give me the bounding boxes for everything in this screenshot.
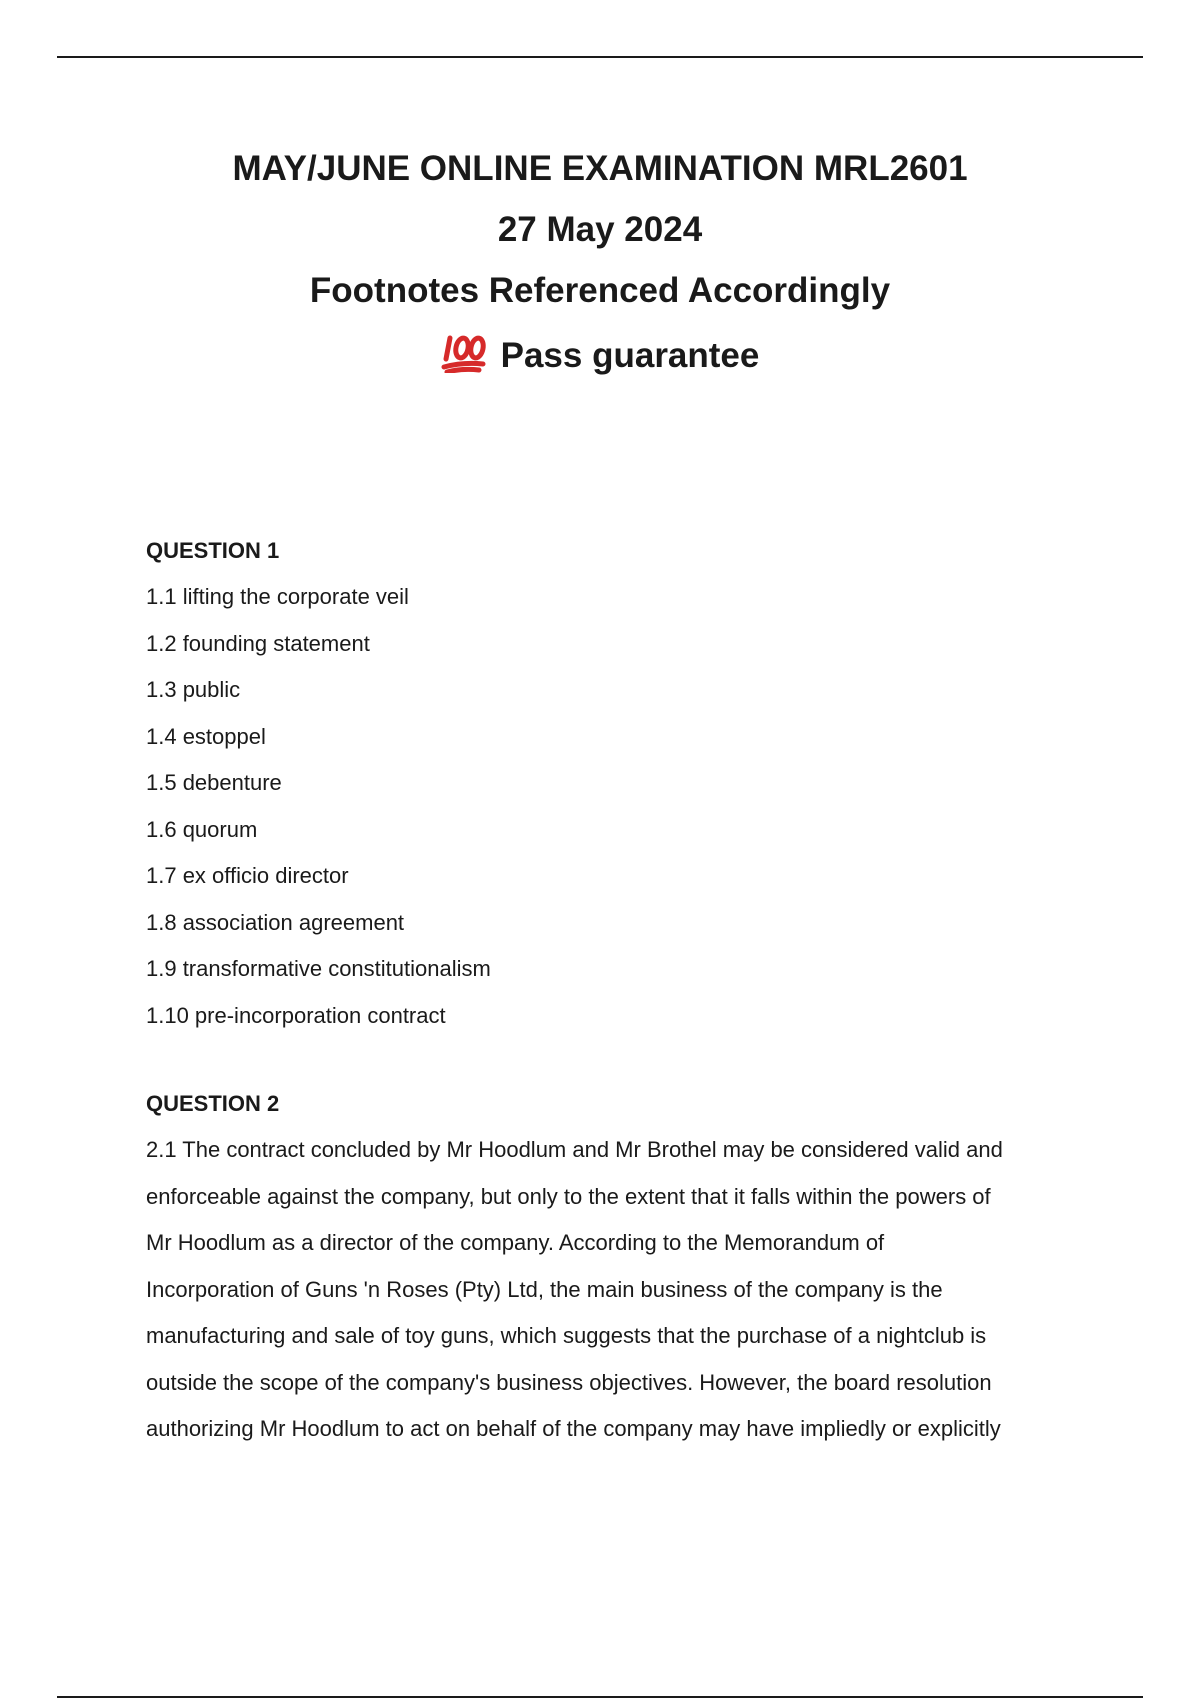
footnotes-note: Footnotes Referenced Accordingly xyxy=(309,271,891,310)
hundred-points-icon xyxy=(441,333,487,373)
answer-item: 1.3 public xyxy=(146,677,241,702)
answer-item: 1.8 association agreement xyxy=(146,909,405,935)
question-1-heading: QUESTION 1 xyxy=(146,538,280,563)
question-2-heading: QUESTION 2 xyxy=(146,1091,280,1116)
answer-item: 1.1 lifting the corporate veil xyxy=(146,584,409,609)
paragraph-line: outside the scope of the company's business objectives. However, the board resolution xyxy=(146,1369,992,1395)
answer-item: 1.4 estoppel xyxy=(146,723,266,749)
answer-item: 1.6 quorum xyxy=(146,816,258,842)
paragraph-line: authorizing Mr Hoodlum to act on behalf of the company may have impliedly or explicitly xyxy=(146,1416,1001,1441)
exam-date: 27 May 2024 xyxy=(497,210,703,249)
question-2-section xyxy=(146,1081,1106,1453)
paragraph-line: Mr Hoodlum as a director of the company. According to the Memorandum of xyxy=(146,1230,885,1255)
answer-item: 1.5 debenture xyxy=(146,770,282,795)
exam-title: MAY/JUNE ONLINE EXAMINATION MRL2601 xyxy=(232,149,968,188)
pass-guarantee-text: Pass guarantee xyxy=(500,336,760,375)
paragraph-line: Incorporation of Guns 'n Roses (Pty) Ltd, the main business of the company is the xyxy=(146,1276,943,1302)
answer-item: 1.9 transformative constitutionalism xyxy=(146,956,491,981)
paragraph-line: 2.1 The contract concluded by Mr Hoodlum and Mr Brothel may be considered valid and xyxy=(146,1137,1003,1162)
paragraph-line: manufacturing and sale of toy guns, which suggests that the purchase of a nightclub is xyxy=(146,1323,987,1348)
question-1-section xyxy=(146,528,1106,1039)
answer-item: 1.7 ex officio director xyxy=(146,863,349,888)
top-rule xyxy=(57,56,1143,58)
bottom-rule xyxy=(57,1696,1143,1698)
answer-item: 1.2 founding statement xyxy=(146,630,370,656)
pass-guarantee xyxy=(0,325,1200,386)
paragraph-line: enforceable against the company, but only to the extent that it falls within the powers of xyxy=(146,1183,991,1209)
title-block xyxy=(0,138,1200,386)
answer-item: 1.10 pre-incorporation contract xyxy=(146,1002,446,1028)
